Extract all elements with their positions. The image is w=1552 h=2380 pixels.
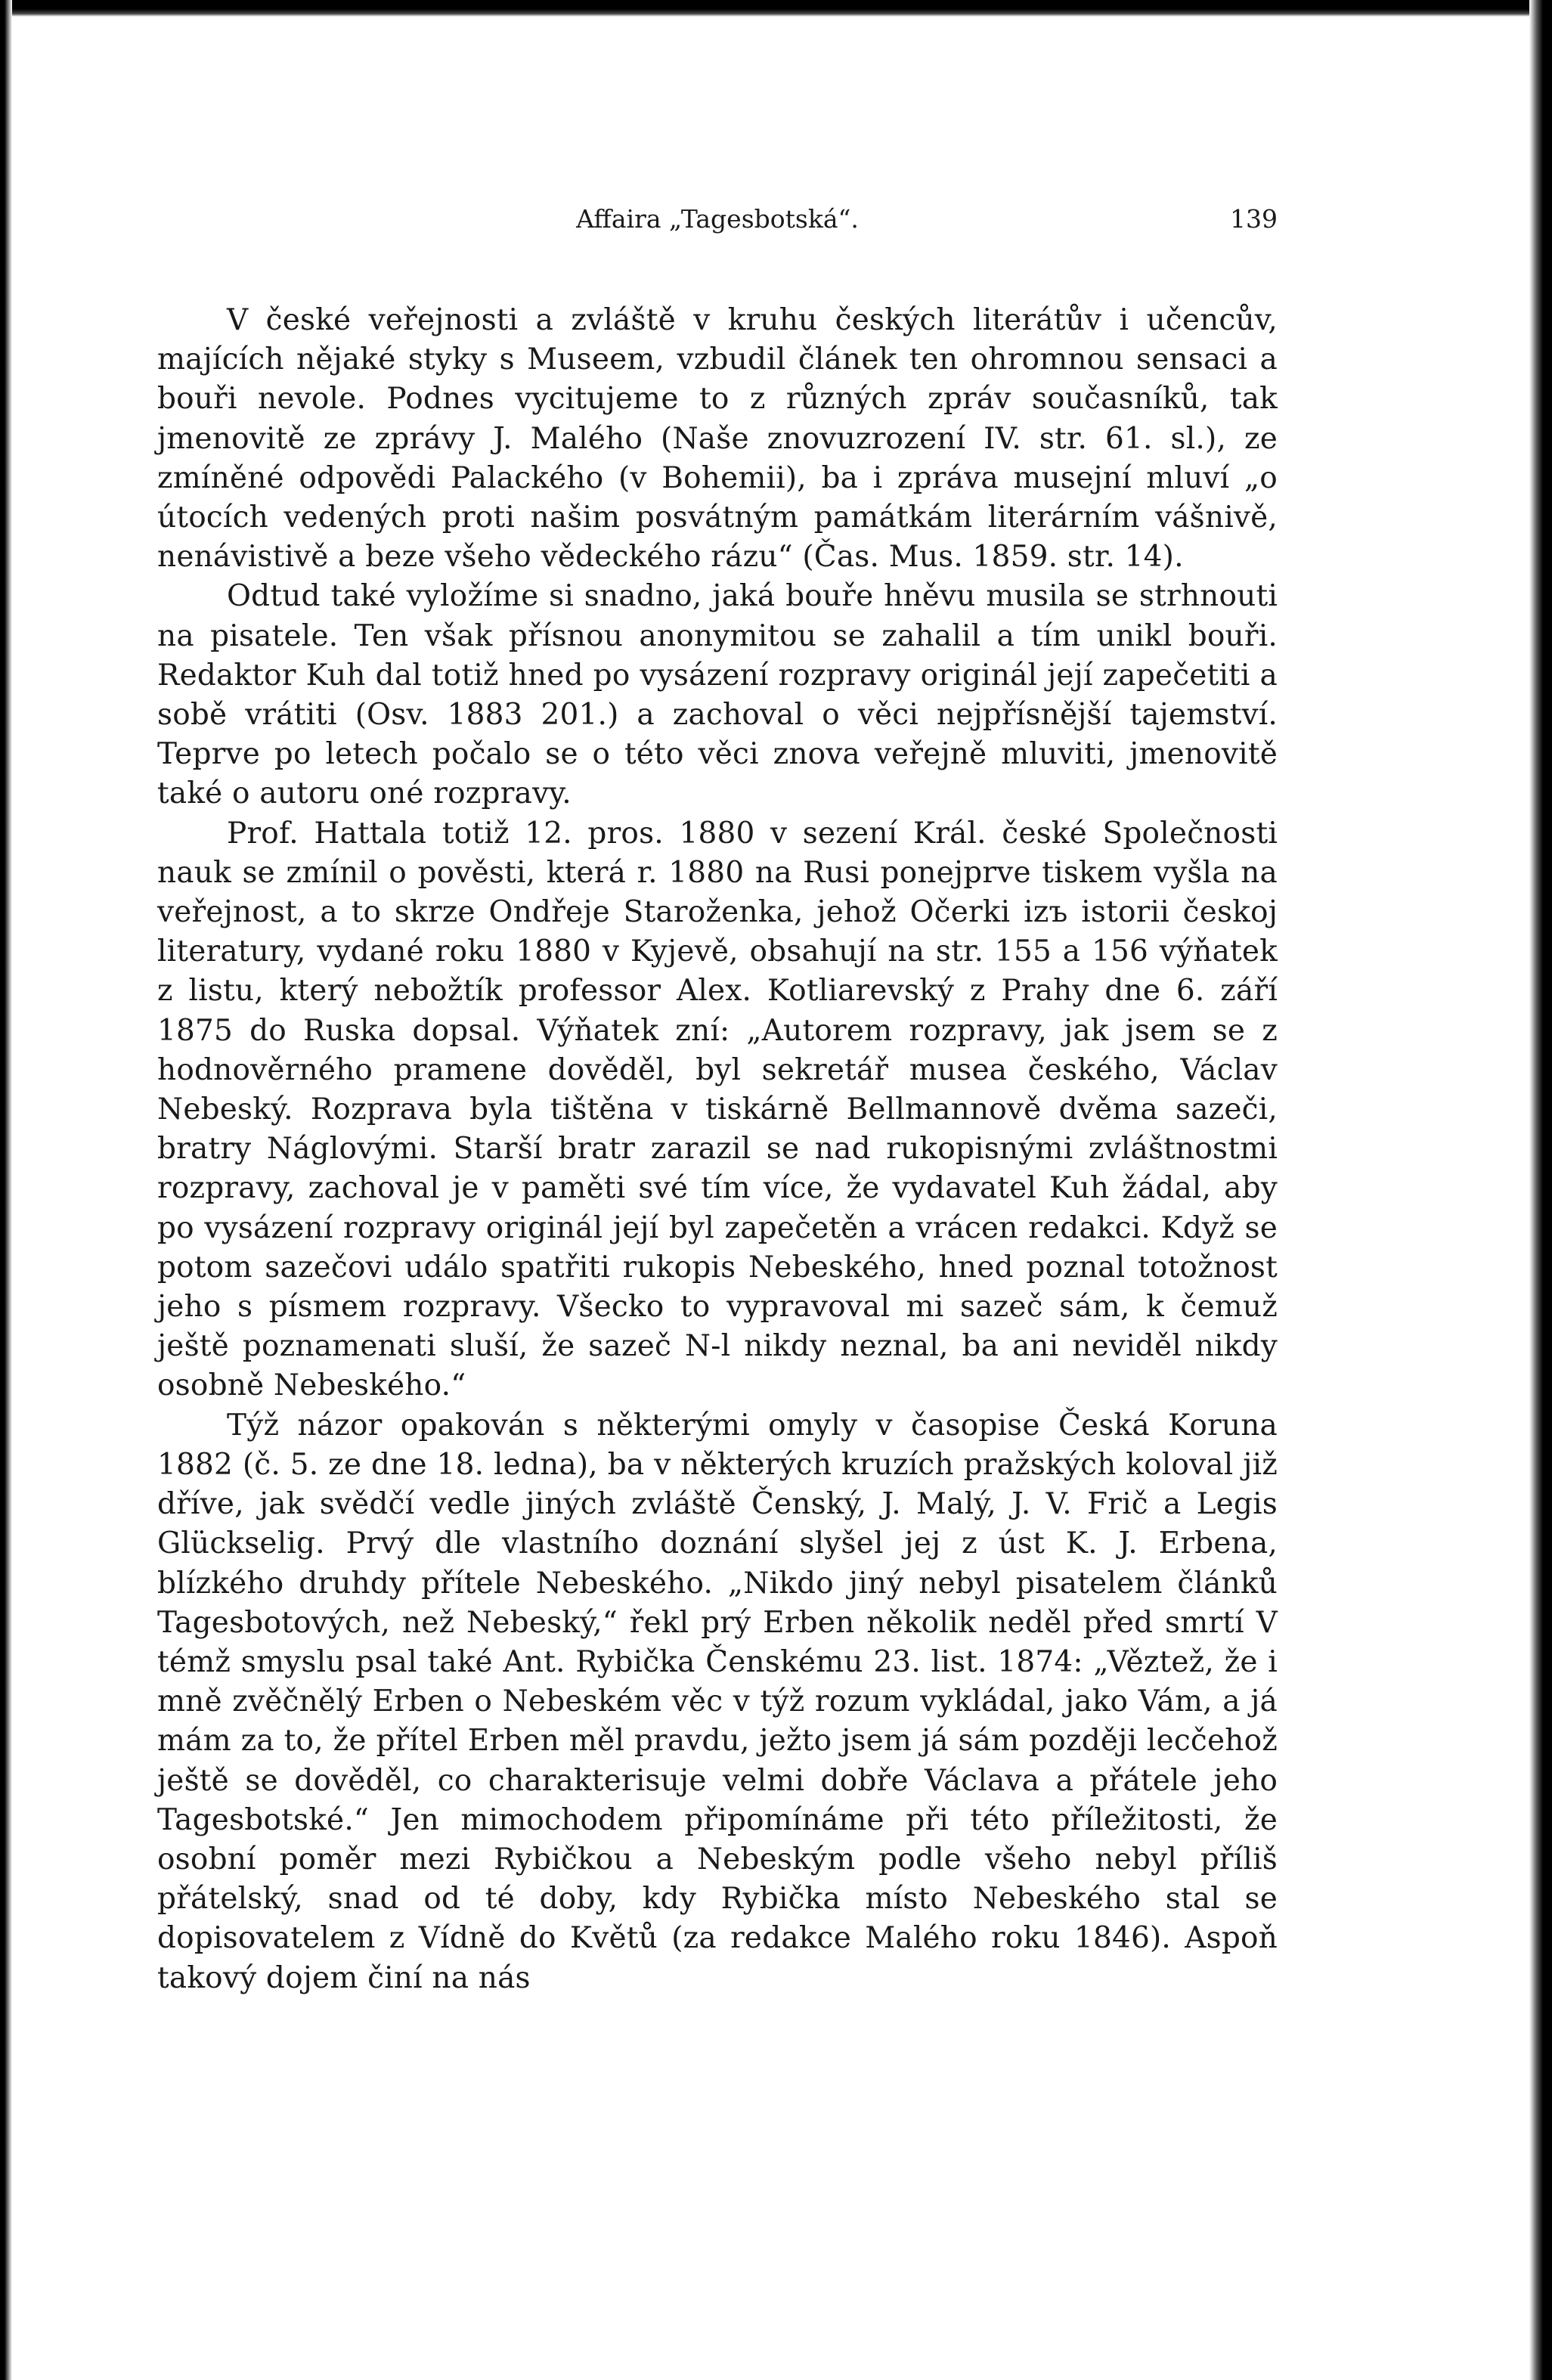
scan-edge-right bbox=[1529, 0, 1552, 2380]
running-head-title: Affaira „Tagesbotská“. bbox=[576, 204, 859, 234]
scan-edge-left bbox=[0, 0, 12, 2380]
paragraph-4: Týž názor opakován s některými omyly v časopise Česká Koruna 1882 (č. 5. ze dne 18. ledna), ba v některých kruzích pražských koloval již dříve, jak svědčí vedle jiných zvláště Čenský, J. Malý, J. V. Frič a Legis Glückselig. Prvý dle vlastního doznání slyšel jej z úst K. J. Erbena, blízkého druhdy přítele Nebeského. „Nikdo jiný nebyl pisatelem článků Tagesbotových, než Nebeský,“ řekl prý Erben několik neděl před smrtí V témž smyslu psal také Ant. Rybička Čenskému 23. list. 1874: „Věztež, že i mně zvěčnělý Erben o Nebeském věc v týž rozum vykládal, jako Vám, a já mám za to, že přítel Erben měl pravdu, ježto jsem já sám později lecčehož ještě se dověděl, co charakterisuje velmi dobře Václava a přátele jeho Tagesbotské.“ Jen mimochodem připomínáme při této příležitosti, že osobní poměr mezi Rybičkou a Nebeským podle všeho nebyl příliš přátelský, snad od té doby, kdy Rybička místo Nebeského stal se dopisovatelem z Vídně do Květů (za redakce Malého roku 1846). Aspoň takový dojem činí na nás bbox=[157, 1408, 1278, 1995]
paragraph-2: Odtud také vyložíme si snadno, jaká bouře hněvu musila se strhnouti na pisatele. Ten však přísnou anonymitou se zahalil a tím unikl bouři. Redaktor Kuh dal totiž hned po vysázení rozpravy originál její zapečetiti a sobě vrátiti (Osv. 1883 201.) a zachoval o věci nejpřísnější tajemství. Teprve po letech počalo se o této věci znova veřejně mluviti, jmenovitě také o autoru oné rozpravy. bbox=[157, 579, 1278, 811]
scan-edge-top bbox=[0, 0, 1552, 17]
page-number: 139 bbox=[1230, 204, 1278, 234]
paragraph-1: V české veřejnosti a zvláště v kruhu českých literátův i učencův, majících nějaké styky s Museem, vzbudil článek ten ohromnou sensaci a bouři nevole. Podnes vycitujeme to z různých zpráv současníků, tak jmenovitě ze zprávy J. Malého (Naše znovuzrození IV. str. 61. sl.), ze zmíněné odpovědi Palackého (v Bohemii), ba i zpráva musejní mluví „o útocích vedených proti našim posvátným památkám literárním vášnivě, nenávistivě a beze všeho vědeckého rázu“ (Čas. Mus. 1859. str. 14). bbox=[157, 303, 1278, 575]
running-head bbox=[157, 194, 1278, 239]
book-page bbox=[157, 194, 1278, 1998]
body-text bbox=[157, 301, 1278, 1998]
paragraph-3: Prof. Hattala totiž 12. pros. 1880 v sezení Král. české Společnosti nauk se zmínil o pověsti, která r. 1880 na Rusi ponejprve tiskem vyšla na veřejnost, a to skrze Ondřeje Staroženka, jehož Očerki izъ istorii českoj literatury, vydané roku 1880 v Kyjevě, obsahují na str. 155 a 156 výňatek z listu, který nebožtík professor Alex. Kotliarevský z Prahy dne 6. září 1875 do Ruska dopsal. Výňatek zní: „Autorem rozpravy, jak jsem se z hodnověrného pramene dověděl, byl sekretář musea českého, Václav Nebeský. Rozprava byla tištěna v tiskárně Bellmannově dvěma sazeči, bratry Náglovými. Starší bratr zarazil se nad rukopisnými zvláštnostmi rozpravy, zachoval je v paměti své tím více, že vydavatel Kuh žádal, aby po vysázení rozpravy originál její byl zapečetěn a vrácen redakci. Když se potom sazečovi událo spatřiti rukopis Nebeského, hned poznal totožnost jeho s písmem rozpravy. Všecko to vypravoval mi sazeč sám, k čemuž ještě poznamenati sluší, že sazeč N-l nikdy neznal, ba ani neviděl nikdy osobně Nebeského.“ bbox=[157, 816, 1278, 1403]
